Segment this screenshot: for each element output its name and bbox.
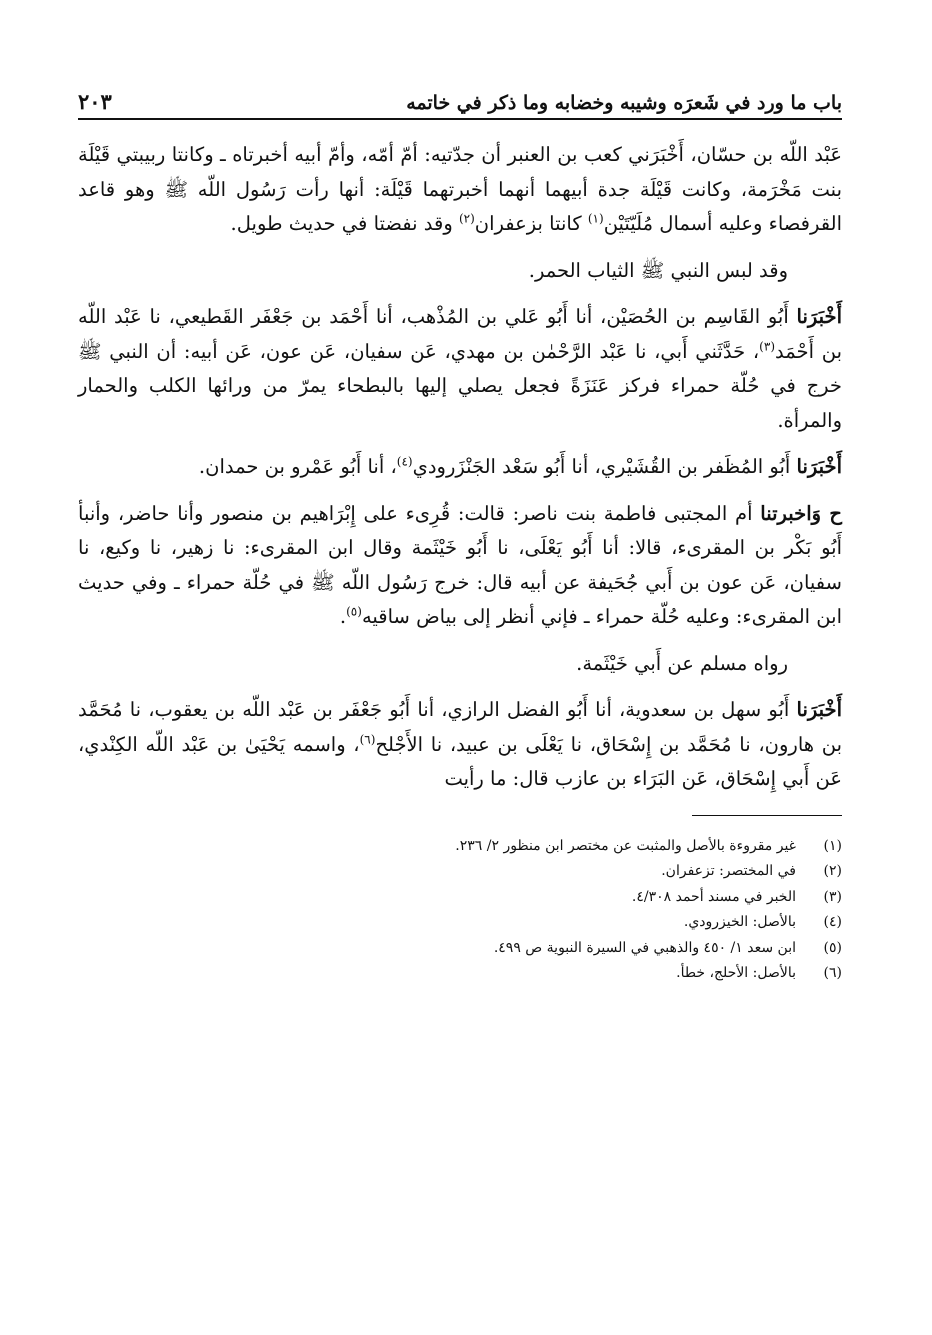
footnote-text: بالأصل: الخيزرودي. — [683, 914, 796, 930]
footnote — [78, 859, 842, 885]
footnote-text: الخبر في مسند أحمد ٤/٣٠٨. — [631, 888, 796, 905]
text-run: أم المجتبى فاطمة بنت ناصر: قالت: قُرِىء على إِبْرَاهيم بن منصور وأنا حاضر، وأنبأ أَبُو بَكْر بن المقرىء، قالا: أنا أَبُو يَعْلَى، نا أَبُو خَيْثَمة وقال ابن المقرىء: نا زهير، نا وكيع، نا سفيان، عَن عون بن أَبي جُحَيفة عن أبيه قال: خرج رَسُول اللّه ﷺ في حُلّة حمراء ـ وفي حديث ابن المقرىء: وعليه حُلّة حمراء ـ فإني أنظر إلى بياض ساقيه — [78, 501, 842, 628]
text-run: أَبُو المُظَفر بن القُشَيْري، أنا أَبُو سَعْد الجَنْزَرودي — [412, 455, 797, 478]
footnote — [78, 910, 842, 936]
isnad-keyword: أَخْبَرَنا — [796, 305, 842, 328]
footnote-number: (١) — [823, 837, 842, 854]
footnote-text: ابن سعد ١/ ٤٥٠ والذهبي في السيرة النبوية ص ٤٩٩. — [493, 939, 796, 956]
footnote — [78, 885, 842, 911]
paragraph — [78, 138, 842, 242]
text-run: ، حَدَّثَني أَبي، نا عَبْد الرَّحْمٰن بن مهدي، عَن سفيان، عَن عون، عَن أبيه: أن النبي ﷺ خرج في حُلّة حمراء فركز عَنَزَةً فجعل يصلي إليها بالبطحاء يمرّ من ورائها الكلب والحمار والمرأة. — [78, 339, 842, 432]
footnote-separator — [692, 815, 842, 816]
text-run: ، أنا أَبُو عَمْرو بن حمدان. — [198, 455, 397, 478]
running-header — [78, 78, 842, 120]
book-page — [78, 78, 842, 1298]
isnad-keyword: أَخْبَرَنا — [796, 698, 842, 721]
footnote-text: بالأصل: الأحلج، خطأ. — [676, 965, 796, 981]
footnote-ref: (٥) — [346, 604, 362, 619]
footnote-ref: (١) — [587, 211, 604, 226]
text-run: . — [339, 605, 347, 628]
footnote-ref: (٤) — [396, 454, 413, 469]
paragraph — [78, 647, 842, 682]
footnote-ref: (٢) — [458, 211, 475, 226]
text-run: عَبْد اللّه بن حسّان، أَخْبَرَني كعب بن العنبر أن جدّتيه: أمّ أمّه، وأمّ أبيه أخبرتاه ـ وكانتا ربيبتي قَيْلَة بنت مَخْرَمة، وكانت قَيْلَة جدة أبيهما أنهما أخبرتهما قَيْلَة: أنها رأت رَسُول اللّه ﷺ وهو قاعد القرفصاء وعليه أسمال مُلَيّتَيْن — [78, 143, 842, 235]
text-run: أَبُو القَاسِم بن الحُصَيْن، أنا أَبُو عَلي بن المُذْهب، أنا أَحْمَد بن جَعْفَر القَطيعي، نا عَبْد اللّه بن أَحْمَد — [78, 305, 842, 363]
footnote-number: (٢) — [823, 863, 842, 879]
footnote — [78, 961, 842, 987]
main-text — [78, 138, 842, 797]
footnote-ref: (٣) — [759, 339, 775, 353]
paragraph — [78, 300, 842, 438]
paragraph — [78, 254, 842, 289]
text-run: أَبُو سهل بن سعدوية، أنا أَبُو الفضل الرازي، أنا أَبُو جَعْفَر بن عَبْد اللّه بن يعقوب، نا مُحَمَّد بن هارون، نا مُحَمَّد بن إِسْحَاق، نا يَعْلَى بن عبيد، نا الأَجْلح — [78, 698, 843, 756]
footnote-number: (٤) — [823, 914, 842, 930]
paragraph — [78, 693, 842, 797]
paragraph — [78, 450, 842, 485]
footnote — [78, 834, 842, 860]
isnad-keyword: أَخْبَرَنا — [796, 455, 842, 478]
isnad-keyword: ح وَاخبرتنا — [760, 501, 842, 525]
footnote-ref: (٦) — [359, 732, 376, 746]
text-run: كانتا بزعفران — [474, 212, 588, 235]
footnote-number: (٥) — [823, 939, 842, 956]
text-run: رواه مسلم عن أَبي خَيْثَمة. — [576, 651, 788, 675]
footnotes — [78, 834, 842, 987]
footnote-text: في المختصر: تزعفران. — [661, 863, 796, 879]
chapter-title: باب ما ورد في شَعرَه وشيبه وخضابه وما ذكر في خاتمه — [406, 92, 842, 114]
text-run: وقد نفضتا في حديث طويل. — [230, 212, 459, 235]
footnote-number: (٦) — [823, 965, 842, 981]
page-number: ٢٠٣ — [78, 89, 112, 114]
footnote — [78, 936, 842, 962]
text-run: وقد لبس النبي ﷺ الثياب الحمر. — [528, 258, 788, 282]
footnote-text: غير مقروءة بالأصل والمثبت عن مختصر ابن منظور ٢/ ٢٣٦. — [455, 837, 796, 854]
footnote-number: (٣) — [823, 888, 842, 905]
paragraph — [78, 497, 842, 635]
text-run: ، واسمه يَحْيَىٰ بن عَبْد اللّه الكِنْدي، عَن أَبي إِسْحَاق، عَن البَرَاء بن عازب قال: ما رأيت — [78, 732, 842, 790]
